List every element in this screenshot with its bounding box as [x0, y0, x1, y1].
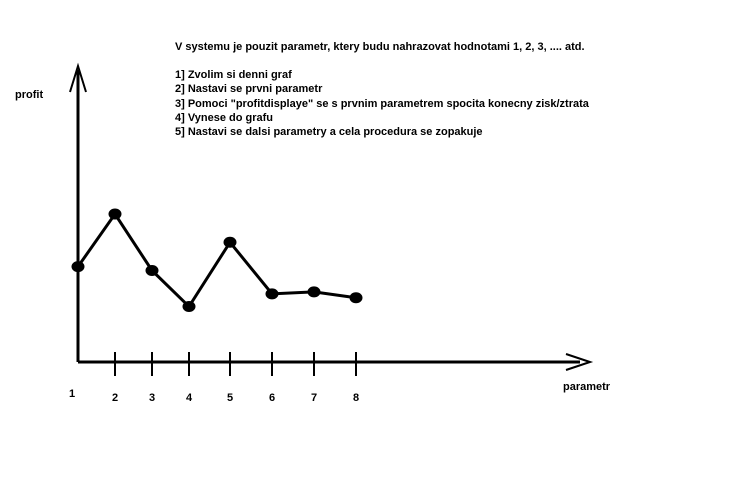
- data-point-1: [72, 261, 85, 272]
- x-tick-label-2: 2: [111, 392, 119, 404]
- x-tick-label-4: 4: [185, 392, 193, 404]
- data-point-3: [146, 265, 159, 276]
- data-point-6: [266, 288, 279, 299]
- x-tick-labels: [69, 388, 359, 404]
- notes-intro: V systemu je pouzit parametr, ktery budu nahrazovat hodnotami 1, 2, 3, .... atd.: [175, 41, 585, 53]
- data-point-2: [109, 209, 122, 220]
- data-point-5: [224, 237, 237, 248]
- x-tick-label-5: 5: [226, 392, 234, 404]
- x-tick-label-1: 1: [68, 388, 76, 400]
- chart-axes: [70, 66, 590, 370]
- notes-step-3: 3] Pomoci "profitdisplaye" se s prvnim parametrem spocita konecny zisk/ztrata: [175, 97, 589, 110]
- y-axis-label: profit: [15, 89, 44, 101]
- x-ticks: [115, 352, 356, 376]
- notes-step-5: 5] Nastavi se dalsi parametry a cela procedura se zopakuje: [175, 126, 483, 139]
- data-point-8: [350, 292, 363, 303]
- x-tick-label-3: 3: [148, 392, 156, 404]
- notes-step-2: 2] Nastavi se prvni parametr: [175, 83, 323, 96]
- x-tick-label-8: 8: [352, 392, 360, 404]
- data-point-4: [183, 301, 196, 312]
- x-tick-label-6: 6: [268, 392, 276, 404]
- x-axis-label: parametr: [563, 381, 611, 393]
- x-tick-label-7: 7: [310, 392, 318, 404]
- data-point-7: [308, 286, 321, 297]
- notes-step-1: 1] Zvolim si denni graf: [175, 69, 292, 82]
- notes-step-4: 4] Vynese do grafu: [175, 111, 274, 124]
